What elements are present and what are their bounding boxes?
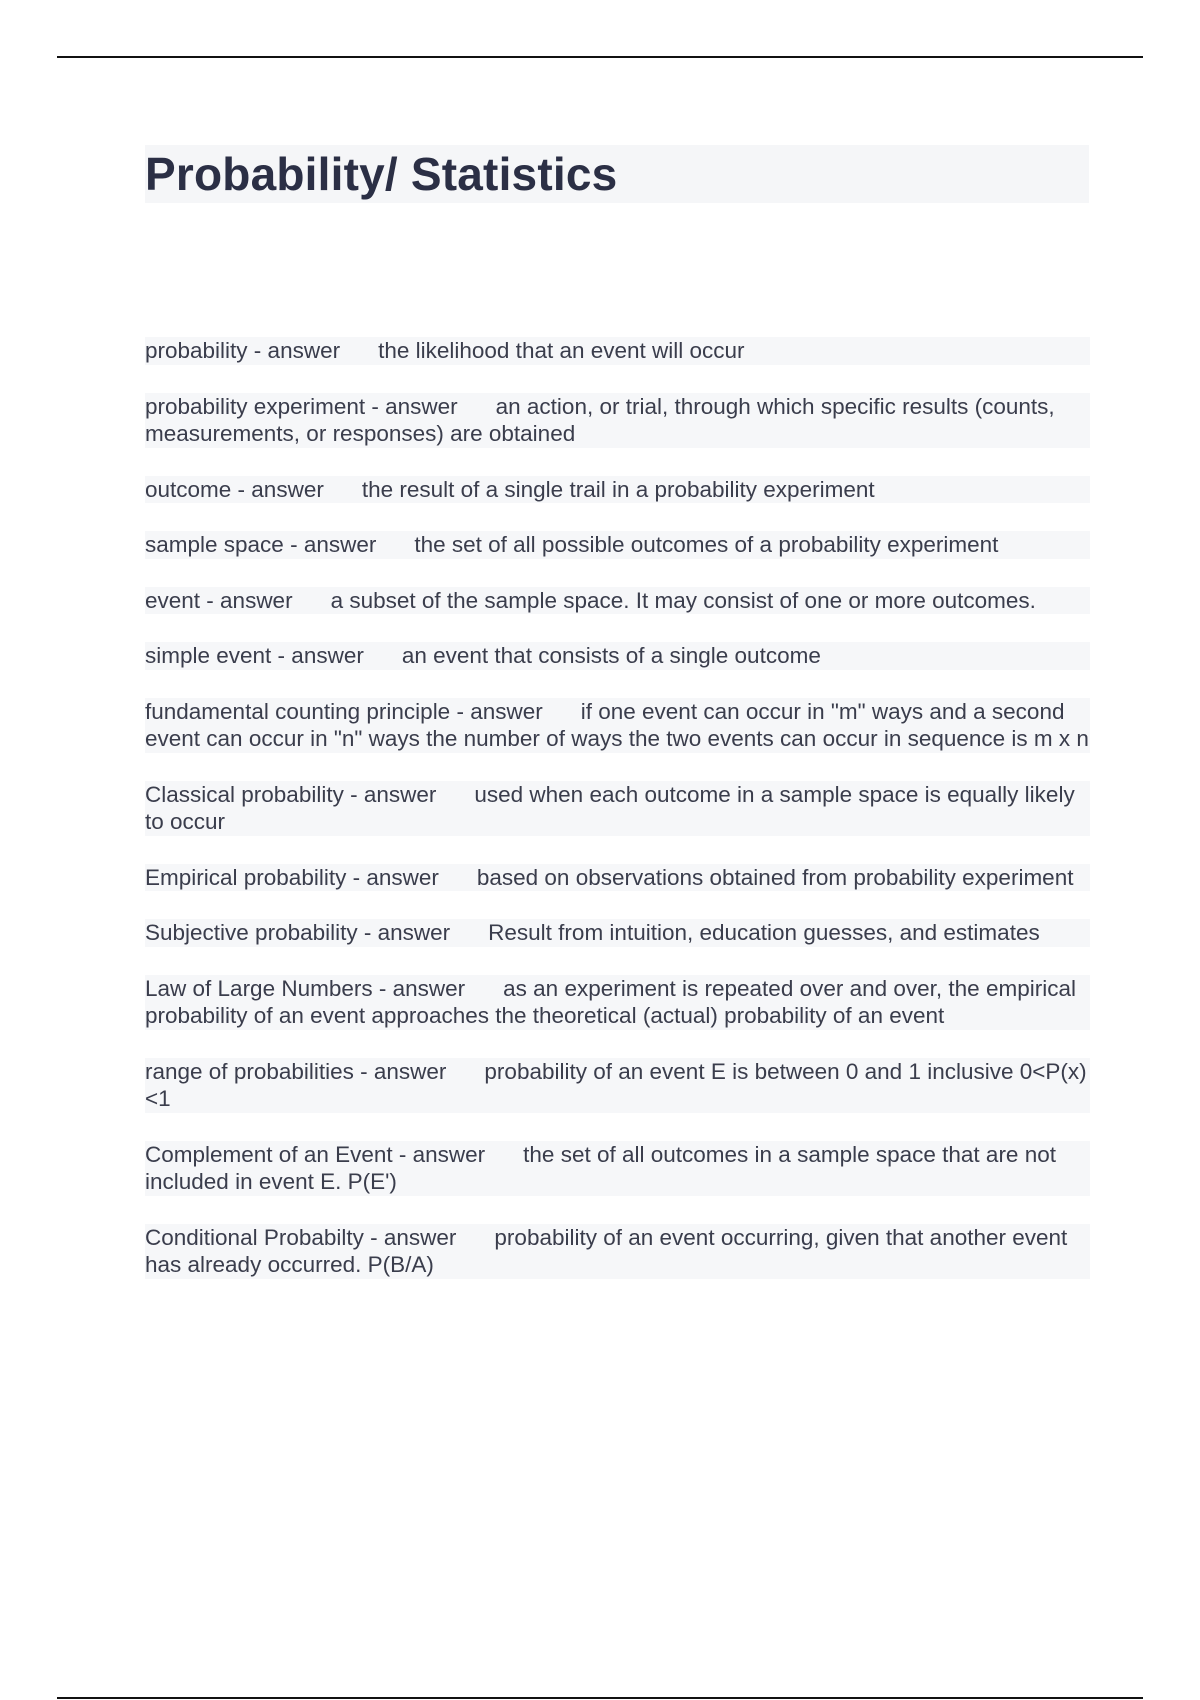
flashcard-item (145, 531, 1090, 559)
flashcard-answer: based on observations obtained from probability experiment (476, 864, 1074, 890)
flashcard-term: fundamental counting principle - answer (145, 698, 543, 724)
flashcard-term: probability experiment - answer (145, 393, 458, 419)
flashcard-item (145, 393, 1090, 448)
flashcard-term: Law of Large Numbers - answer (145, 975, 466, 1001)
flashcard-term: probability - answer (145, 338, 341, 363)
flashcard-answer: as an experiment is repeated over and over, the empirical probability of an event approaches the theoretical (actual) probability of an event (145, 975, 1076, 1028)
page-title: Probability/ Statistics (145, 148, 618, 200)
flashcard-answer: the set of all possible outcomes of a probability experiment (414, 532, 999, 557)
flashcard-item (145, 919, 1090, 947)
flashcard-term: Subjective probability - answer (145, 920, 451, 945)
flashcard-item (145, 864, 1090, 892)
flashcard-item (145, 698, 1090, 753)
flashcard-answer: probability of an event occurring, given that another event has already occurred. P(B/A) (145, 1224, 1068, 1277)
flashcard-item (145, 642, 1090, 670)
flashcard-term: outcome - answer (145, 476, 324, 502)
flashcard-answer: the likelihood that an event will occur (378, 338, 745, 363)
flashcard-term: sample space - answer (145, 532, 377, 557)
flashcard-term: Complement of an Event - answer (145, 1141, 486, 1167)
flashcard-list (145, 337, 1090, 1307)
flashcard-item (145, 1224, 1090, 1279)
flashcard-item (145, 975, 1090, 1030)
flashcard-answer: the result of a single trail in a probability experiment (361, 476, 875, 502)
flashcard-answer: probability of an event E is between 0 and 1 inclusive 0<P(x)<1 (145, 1058, 1087, 1111)
flashcard-answer: a subset of the sample space. It may consist of one or more outcomes. (330, 587, 1036, 613)
bottom-rule (57, 1697, 1143, 1699)
flashcard-answer: if one event can occur in "m" ways and a second event can occur in "n" ways the number of ways the two events can occur in sequence is m x n (145, 698, 1089, 751)
flashcard-answer: an event that consists of a single outcome (401, 643, 821, 668)
flashcard-item (145, 1141, 1090, 1196)
flashcard-term: Conditional Probabilty - answer (145, 1224, 457, 1250)
flashcard-term: range of probabilities - answer (145, 1058, 447, 1084)
top-rule (57, 56, 1143, 58)
flashcard-answer: the set of all outcomes in a sample space that are not included in event E. P(E') (145, 1141, 1056, 1194)
flashcard-term: simple event - answer (145, 643, 364, 668)
flashcard-term: event - answer (145, 587, 293, 613)
flashcard-item (145, 587, 1090, 615)
flashcard-item (145, 781, 1090, 836)
flashcard-item (145, 1058, 1090, 1113)
flashcard-term: Empirical probability - answer (145, 864, 439, 890)
flashcard-item (145, 476, 1090, 504)
flashcard-answer: an action, or trial, through which specific results (counts, measurements, or responses) are obtained (145, 393, 1055, 446)
flashcard-term: Classical probability - answer (145, 781, 437, 807)
flashcard-item (145, 337, 1090, 365)
flashcard-answer: used when each outcome in a sample space is equally likely to occur (145, 781, 1075, 834)
flashcard-answer: Result from intuition, education guesses, and estimates (488, 920, 1040, 945)
